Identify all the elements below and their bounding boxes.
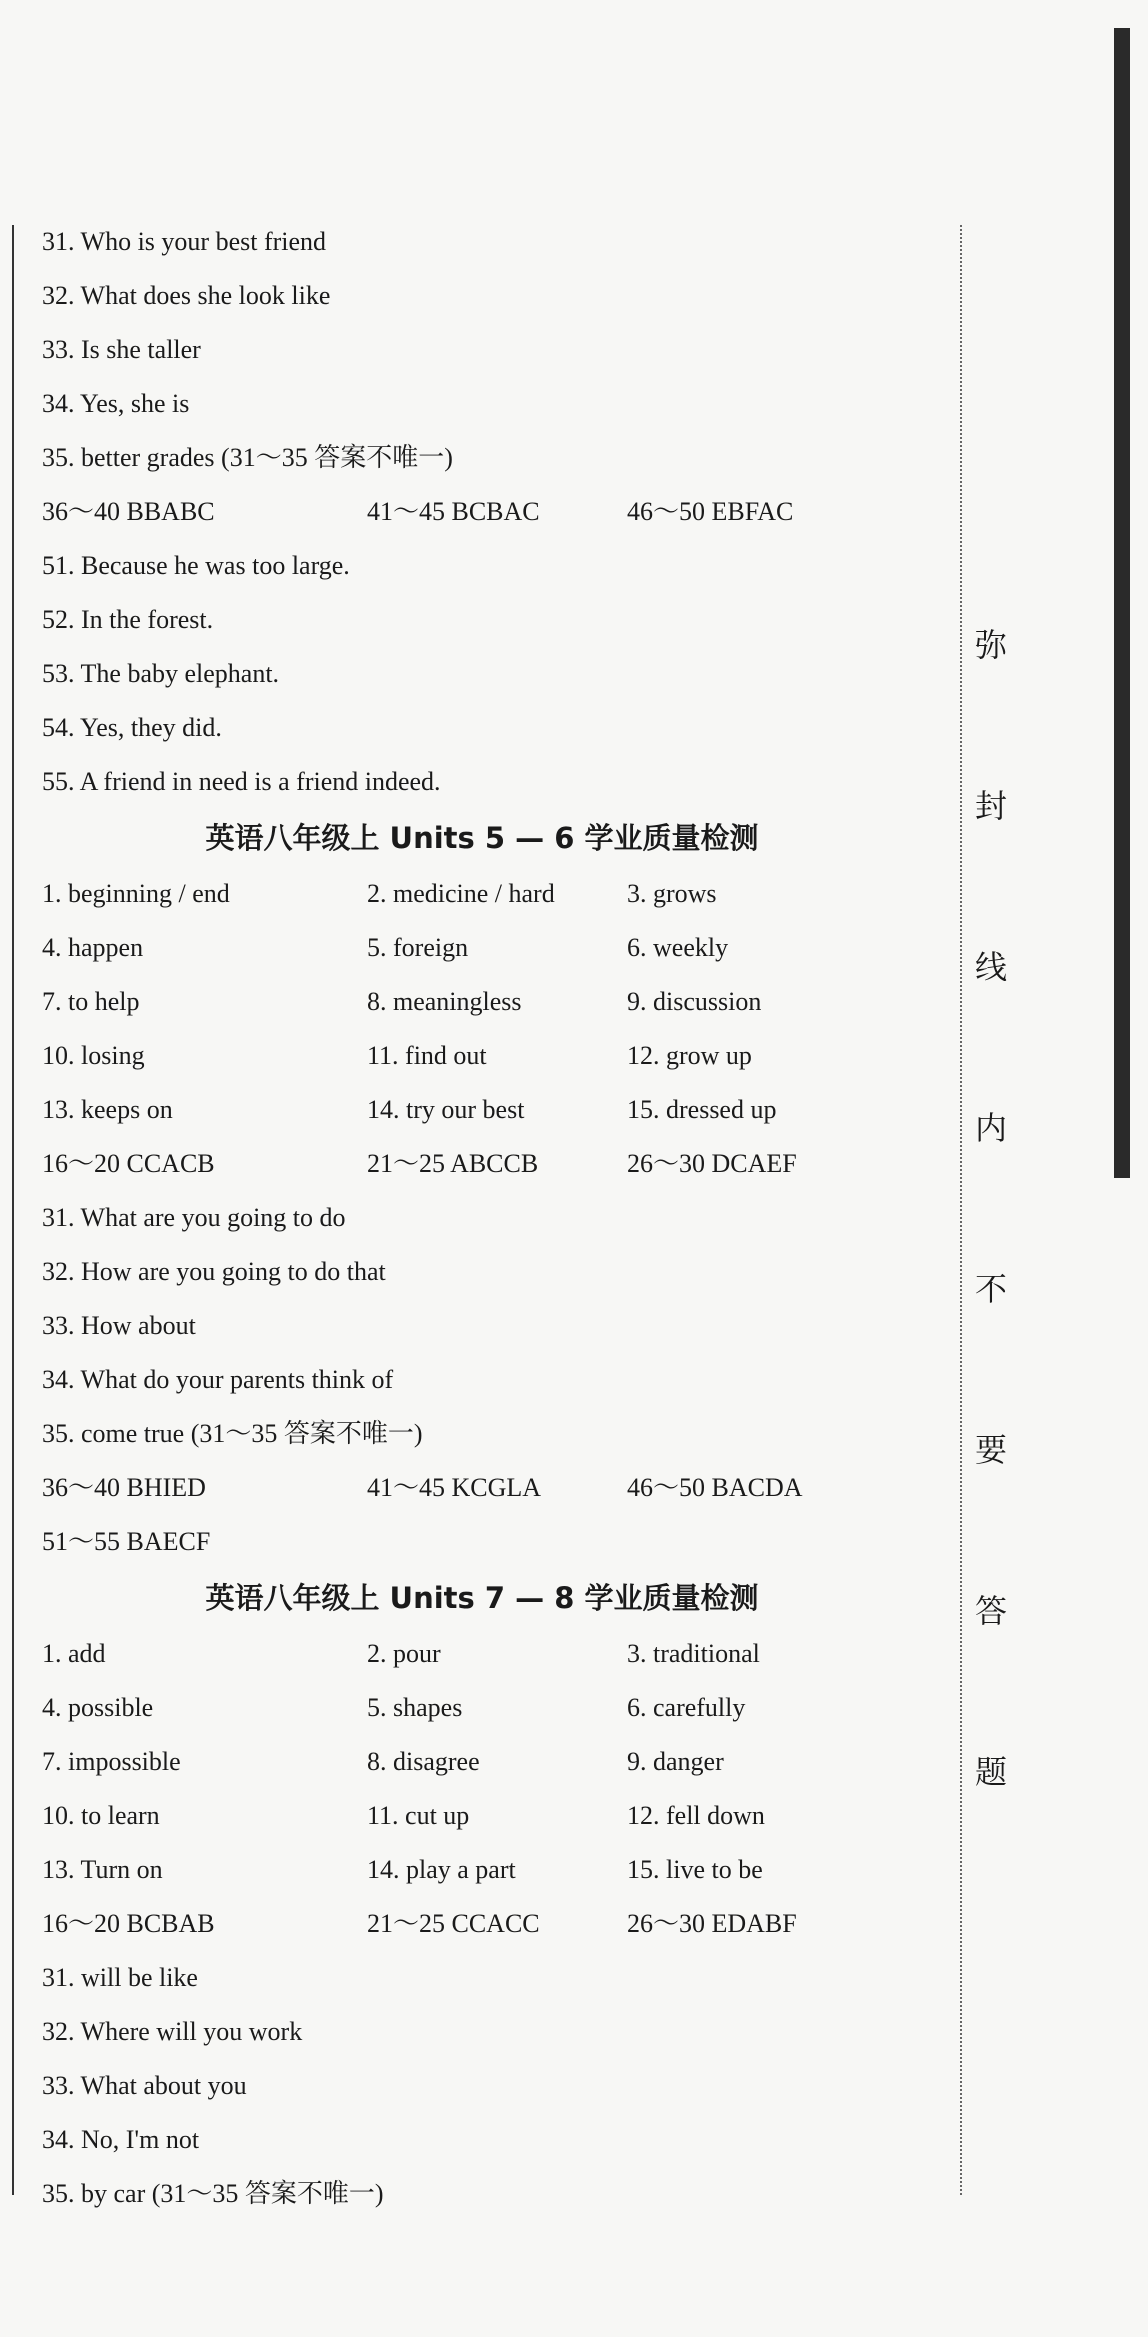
answer-line: 32. Where will you work	[42, 2017, 303, 2046]
answer-cell: 1. add	[42, 1639, 106, 1668]
answer-line: 33. How about	[42, 1311, 196, 1340]
answer-cell: 13. keeps on	[42, 1095, 173, 1124]
seal-char: 不	[975, 1270, 1008, 1308]
answer-line: 53. The baby elephant.	[42, 659, 280, 688]
answer-cell: 7. to help	[42, 987, 140, 1016]
answer-cell: 6. weekly	[627, 933, 729, 962]
answer-cell: 16～20 CCACB	[42, 1149, 215, 1178]
answer-cell: 4. happen	[42, 933, 144, 962]
answer-row	[42, 921, 922, 975]
answer-cell: 5. shapes	[367, 1693, 463, 1722]
answer-row	[42, 867, 922, 921]
answer-cell: 14. try our best	[367, 1095, 525, 1124]
answer-line: 51～55 BAECF	[42, 1527, 211, 1556]
answer-line: 54. Yes, they did.	[42, 713, 222, 742]
answer-row	[42, 1137, 922, 1191]
answer-line: 35. better grades (31～35 答案不唯一)	[42, 443, 453, 472]
answer-cell: 16～20 BCBAB	[42, 1909, 215, 1938]
answer-cell: 36～40 BBABC	[42, 497, 215, 526]
seal-char: 要	[975, 1431, 1008, 1469]
answer-row	[42, 1461, 922, 1515]
answer-cell: 3. traditional	[627, 1639, 760, 1668]
seal-char: 封	[975, 787, 1008, 825]
answer-line: 35. by car (31～35 答案不唯一)	[42, 2179, 384, 2208]
answer-line: 34. What do your parents think of	[42, 1365, 394, 1394]
answer-line: 33. Is she taller	[42, 335, 201, 364]
answer-line: 33. What about you	[42, 2071, 247, 2100]
answer-cell: 2. pour	[367, 1639, 441, 1668]
answer-cell: 36～40 BHIED	[42, 1473, 206, 1502]
seal-char: 弥	[975, 626, 1008, 664]
answer-cell: 41～45 BCBAC	[367, 497, 540, 526]
answer-cell: 2. medicine / hard	[367, 879, 555, 908]
answer-row	[42, 485, 922, 539]
left-margin-rule	[12, 225, 14, 2195]
answer-line: 31. will be like	[42, 1963, 198, 1992]
answer-line: 32. What does she look like	[42, 281, 331, 310]
scan-edge	[1114, 28, 1130, 1178]
answer-line: 52. In the forest.	[42, 605, 214, 634]
answer-row	[42, 1789, 922, 1843]
answer-line: 34. Yes, she is	[42, 389, 190, 418]
answer-cell: 6. carefully	[627, 1693, 746, 1722]
answer-cell: 8. meaningless	[367, 987, 522, 1016]
answer-cell: 3. grows	[627, 879, 717, 908]
answer-line: 51. Because he was too large.	[42, 551, 350, 580]
answer-line: 55. A friend in need is a friend indeed.	[42, 767, 441, 796]
seal-char: 线	[975, 948, 1008, 986]
seal-dotted-line	[960, 225, 962, 2195]
answer-row	[42, 1029, 922, 1083]
answer-cell: 26～30 DCAEF	[627, 1149, 797, 1178]
answer-line: 35. come true (31～35 答案不唯一)	[42, 1419, 423, 1448]
answer-key	[42, 215, 922, 2221]
answer-cell: 41～45 KCGLA	[367, 1473, 542, 1502]
answer-cell: 12. fell down	[627, 1801, 765, 1830]
answer-cell: 10. to learn	[42, 1801, 160, 1830]
answer-line: 31. Who is your best friend	[42, 227, 327, 256]
answer-line: 34. No, I'm not	[42, 2125, 200, 2154]
seal-line-text	[975, 620, 1015, 1908]
section-title: 英语八年级上 Units 7 — 8 学业质量检测	[205, 1581, 759, 1615]
answer-cell: 4. possible	[42, 1693, 154, 1722]
answer-cell: 11. find out	[367, 1041, 487, 1070]
answer-cell: 5. foreign	[367, 933, 469, 962]
seal-char: 题	[975, 1753, 1008, 1791]
answer-row	[42, 975, 922, 1029]
answer-line: 32. How are you going to do that	[42, 1257, 386, 1286]
answer-cell: 1. beginning / end	[42, 879, 230, 908]
answer-cell: 21～25 CCACC	[367, 1909, 540, 1938]
answer-cell: 14. play a part	[367, 1855, 516, 1884]
answer-row	[42, 1735, 922, 1789]
answer-row	[42, 1083, 922, 1137]
answer-cell: 46～50 EBFAC	[627, 497, 794, 526]
answer-cell: 9. danger	[627, 1747, 724, 1776]
answer-cell: 26～30 EDABF	[627, 1909, 797, 1938]
answer-cell: 13. Turn on	[42, 1855, 163, 1884]
answer-line: 31. What are you going to do	[42, 1203, 346, 1232]
answer-row	[42, 1681, 922, 1735]
answer-row	[42, 1627, 922, 1681]
answer-cell: 12. grow up	[627, 1041, 752, 1070]
section-title: 英语八年级上 Units 5 — 6 学业质量检测	[205, 821, 759, 855]
answer-row	[42, 1843, 922, 1897]
answer-cell: 15. live to be	[627, 1855, 763, 1884]
seal-char: 内	[975, 1109, 1008, 1147]
answer-cell: 15. dressed up	[627, 1095, 777, 1124]
seal-char: 答	[975, 1592, 1008, 1630]
answer-cell: 9. discussion	[627, 987, 762, 1016]
answer-cell: 8. disagree	[367, 1747, 480, 1776]
answer-cell: 7. impossible	[42, 1747, 181, 1776]
answer-cell: 11. cut up	[367, 1801, 470, 1830]
answer-row	[42, 1897, 922, 1951]
answer-cell: 46～50 BACDA	[627, 1473, 803, 1502]
answer-cell: 10. losing	[42, 1041, 145, 1070]
answer-cell: 21～25 ABCCB	[367, 1149, 539, 1178]
